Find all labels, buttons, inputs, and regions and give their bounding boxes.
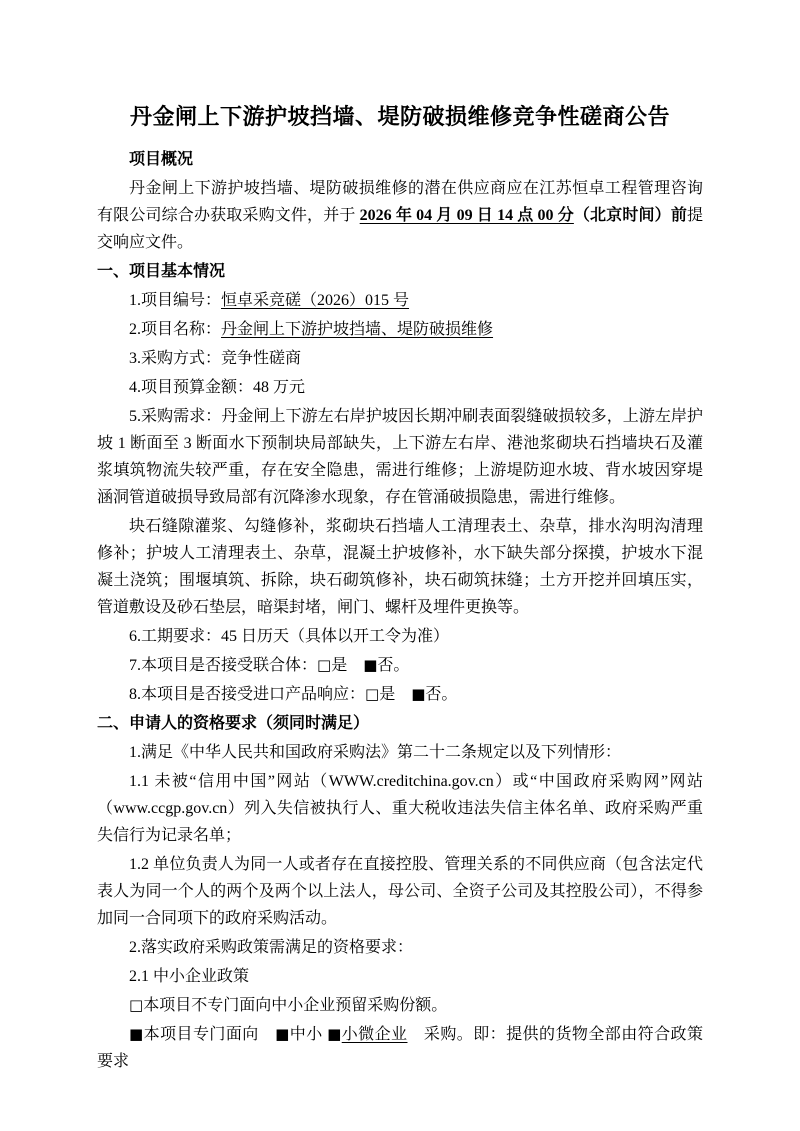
demand-paragraph-1: 5.采购需求：丹金闸上下游左右岸护坡因长期冲刷表面裂缝破损较多，上游左岸护坡 1 断面至 3 断面水下预制块局部缺失，上下游左右岸、港池浆砌块石挡墙块石及灌浆填筑物流失较严重，存在安全隐患，需进行维修；上游堤防迎水坡、背水坡因穿堤涵洞管道破损导致局部有沉降渗水现象，存在管涌破损隐患，需进行维修。 [97, 408, 703, 506]
project-number-value: 恒卓采竞磋（2026）015 号 [221, 292, 410, 309]
overview-tail-text: 提交响应文件。 [97, 207, 703, 251]
checkbox-checked-icon: ■ [363, 656, 378, 674]
sme-not-reserved-text: 本项目不专门面向中小企业预留采购份额。 [143, 997, 448, 1014]
sme-policy-heading: 2.1 中小企业政策 [129, 968, 250, 985]
duration-line: 6.工期要求：45 日历天（具体以开工令为准） [129, 628, 450, 645]
project-number-line [97, 287, 703, 314]
checkbox-checked-icon: ■ [411, 685, 426, 703]
procurement-method-line: 3.采购方式：竞争性磋商 [129, 350, 302, 367]
same-person-paragraph: 1.2 单位负责人为同一人或者存在直接控股、管理关系的不同供应商（包含法定代表人为同一个人的两个及两个以上法人，母公司、全资子公司及其控股公司），不得参加同一合同项下的政府采购活动。 [97, 856, 703, 927]
budget-line: 4.项目预算金额：48 万元 [129, 379, 306, 396]
import-product-label: 8.本项目是否接受进口产品响应： [129, 686, 366, 703]
import-yes-text: 是 [379, 686, 412, 703]
joint-bid-label: 7.本项目是否接受联合体： [129, 657, 318, 674]
checkbox-unchecked-icon: □ [129, 996, 144, 1014]
document-title: 丹金闸上下游护坡挡墙、堤防破损维修竞争性磋商公告 [129, 104, 670, 129]
project-number-label: 1.项目编号： [129, 292, 222, 309]
import-product-line [97, 681, 703, 708]
credit-requirement-paragraph: 1.1 未被“信用中国”网站（WWW.creditchina.gov.cn）或“中国政府采购网”网站（www.ccgp.gov.cn）列入失信被执行人、重大税收违法失信主体名单、政府采购严重失信行为记录名单； [97, 773, 703, 844]
sme-reserved-text-2: 中小 [289, 1026, 328, 1043]
joint-bid-yes-text: 是 [331, 657, 364, 674]
overview-paragraph [97, 175, 703, 256]
checkbox-unchecked-icon: □ [317, 656, 332, 674]
policy-requirement-line: 2.落实政府采购政策需满足的资格要求： [129, 939, 414, 956]
joint-bid-line [97, 652, 703, 679]
joint-bid-no-text: 否。 [377, 657, 410, 674]
section1-heading: 一、项目基本情况 [97, 263, 226, 280]
checkbox-checked-icon: ■ [129, 1025, 144, 1043]
sme-reserved-text-4: 采购。即：提供的货物全部由符合政策要求 [97, 1026, 703, 1070]
sme-reserved-text-1: 本项目专门面向 [143, 1026, 276, 1043]
overview-lead-text: 丹金闸上下游护坡挡墙、堤防破损维修的潜在供应商应在江苏恒卓工程管理咨询有限公司综合办获取采购文件，并于 [97, 180, 703, 224]
project-name-label: 2.项目名称： [129, 321, 222, 338]
section2-heading: 二、申请人的资格要求（须同时满足） [97, 715, 370, 732]
sme-not-reserved-line [97, 992, 703, 1019]
checkbox-checked-icon: ■ [275, 1025, 290, 1043]
project-name-line [97, 316, 703, 343]
project-name-value: 丹金闸上下游护坡挡墙、堤防破损维修 [221, 321, 494, 338]
checkbox-checked-icon: ■ [327, 1025, 342, 1043]
law-requirement-line: 1.满足《中华人民共和国政府采购法》第二十二条规定以及下列情形： [129, 744, 622, 761]
demand-paragraph-2: 块石缝隙灌浆、勾缝修补，浆砌块石挡墙人工清理表土、杂草，排水沟明沟清理修补；护坡人工清理表土、杂草，混凝土护坡修补，水下缺失部分探摸，护坡水下混凝土浇筑；围堰填筑、拆除，块石砌筑修补，块石砌筑抹缝；土方开挖并回填压实，管道敷设及砂石垫层，暗渠封堵，闸门、螺杆及埋件更换等。 [97, 518, 703, 616]
submission-deadline: 2026 年 04 月 09 日 14 点 00 分 [359, 207, 574, 224]
sme-reserved-line [97, 1021, 703, 1075]
import-no-text: 否。 [425, 686, 458, 703]
deadline-timezone: （北京时间）前 [573, 207, 687, 224]
checkbox-unchecked-icon: □ [365, 685, 380, 703]
sme-reserved-text-3: 小微企业 [341, 1026, 408, 1043]
overview-heading: 项目概况 [129, 151, 194, 168]
